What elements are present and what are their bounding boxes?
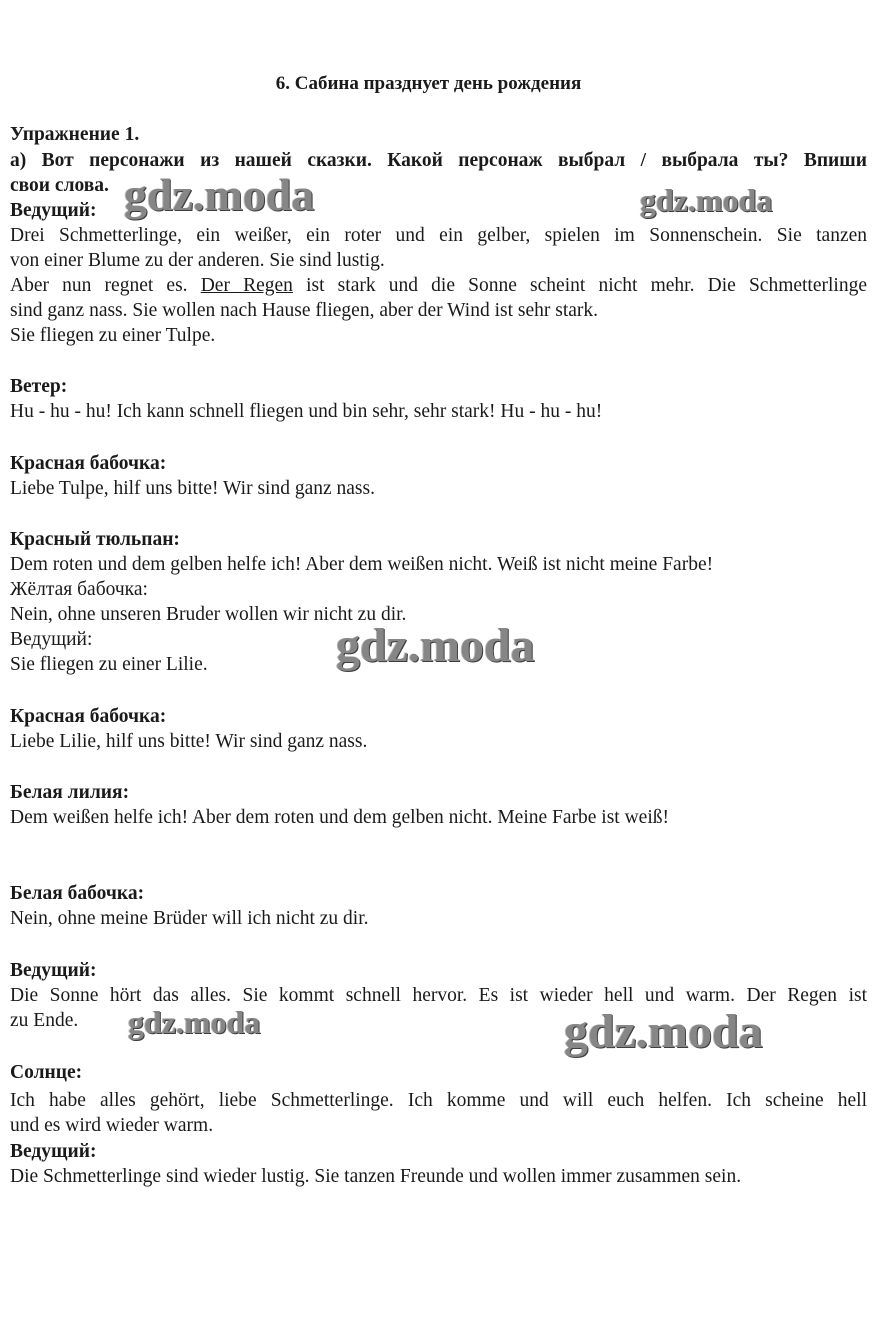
speaker-label: Ведущий:: [10, 200, 97, 221]
exercise-heading: Упражнение 1.: [10, 124, 140, 145]
text-line: Die Sonne hört das alles. Sie kommt schnell hervor. Es ist wieder hell und warm. Der Regen ist: [10, 985, 867, 1006]
text-line: Dem weißen helfe ich! Aber dem roten und dem gelben nicht. Meine Farbe ist weiß!: [10, 807, 670, 828]
speaker-label: Ведущий:: [10, 960, 97, 981]
text-line: zu Ende.: [10, 1010, 79, 1031]
text-line: Drei Schmetterlinge, ein weißer, ein roter und ein gelber, spielen im Sonnenschein. Sie tanzen: [10, 225, 867, 246]
watermark: gdz.moda: [640, 182, 773, 218]
text-part: ist stark und die Sonne scheint nicht mehr. Die Schmetterlinge: [292, 275, 867, 296]
task-line-2: свои слова.: [10, 175, 109, 196]
text-line: Sie fliegen zu einer Tulpe.: [10, 325, 216, 346]
text-line: Dem roten und dem gelben helfe ich! Aber dem weißen nicht. Weiß ist nicht meine Farbe!: [10, 554, 714, 575]
text-line: Nein, ohne meine Brüder will ich nicht zu dir.: [10, 908, 369, 929]
text-part: Aber nun regnet es.: [10, 275, 201, 296]
speaker-label: Солнце:: [10, 1062, 83, 1083]
text-line: Nein, ohne unseren Bruder wollen wir nicht zu dir.: [10, 604, 407, 625]
speaker-label: Белая бабочка:: [10, 883, 145, 904]
speaker-label: Красная бабочка:: [10, 453, 167, 474]
text-line: Liebe Lilie, hilf uns bitte! Wir sind ganz nass.: [10, 731, 368, 752]
text-line: [10, 273, 867, 298]
text-line: und es wird wieder warm.: [10, 1115, 214, 1136]
text-line: von einer Blume zu der anderen. Sie sind lustig.: [10, 250, 385, 271]
speaker-label: Ведущий:: [10, 1141, 97, 1162]
underlined-term: Der Regen: [200, 275, 293, 296]
watermark: gdz.moda: [564, 1005, 763, 1058]
page-title: 6. Сабина празднует день рождения: [275, 73, 582, 94]
speaker-label: Красная бабочка:: [10, 706, 167, 727]
watermark: gdz.moda: [124, 169, 315, 220]
watermark: gdz.moda: [128, 1004, 261, 1040]
watermark: gdz.moda: [336, 619, 535, 672]
speaker-label: Жёлтая бабочка:: [10, 579, 148, 600]
text-line: Ich habe alles gehört, liebe Schmetterlinge. Ich komme und will euch helfen. Ich scheine hell: [10, 1090, 867, 1111]
text-line: sind ganz nass. Sie wollen nach Hause fliegen, aber der Wind ist sehr stark.: [10, 300, 599, 321]
text-line: Liebe Tulpe, hilf uns bitte! Wir sind ganz nass.: [10, 478, 375, 499]
text-line: Hu - hu - hu! Ich kann schnell fliegen und bin sehr, sehr stark! Hu - hu - hu!: [10, 401, 603, 422]
text-line: Die Schmetterlinge sind wieder lustig. Sie tanzen Freunde und wollen immer zusammen sein.: [10, 1166, 742, 1187]
speaker-label: Ветер:: [10, 376, 68, 397]
speaker-label: Красный тюльпан:: [10, 529, 180, 550]
task-line-1: а) Вот персонажи из нашей сказки. Какой персонаж выбрал / выбрала ты? Впиши: [10, 150, 867, 171]
text-line: Sie fliegen zu einer Lilie.: [10, 654, 208, 675]
speaker-label: Ведущий:: [10, 629, 93, 650]
speaker-label: Белая лилия:: [10, 782, 130, 803]
